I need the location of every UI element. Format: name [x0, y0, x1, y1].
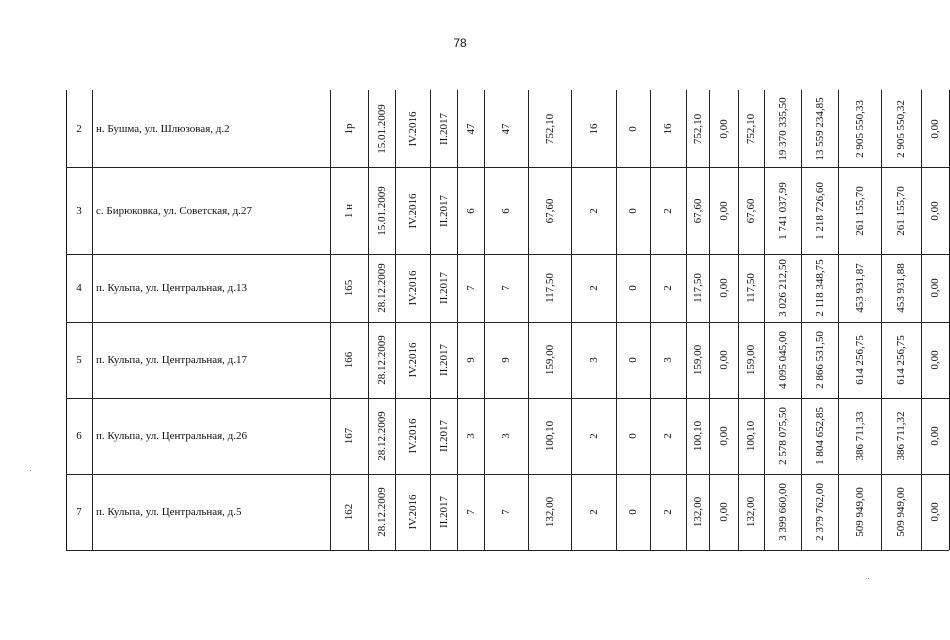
cell-total: 3 026 212,50 — [776, 259, 789, 317]
cell-c8: 0,00 — [717, 350, 730, 370]
cell-area: 159,00 — [543, 344, 556, 376]
cell-area2: 117,50 — [691, 273, 704, 303]
cell-c4: 2 — [587, 433, 600, 439]
cell-date: 28.12.2009 — [375, 411, 388, 461]
cell-area: 100,10 — [543, 420, 556, 452]
cell-plan_end: II.2017 — [437, 271, 450, 305]
cell-area2: 67,60 — [691, 198, 704, 223]
cell-s3: 261 155,70 — [895, 185, 907, 236]
cell-date: 15.01.2009 — [375, 185, 388, 236]
cell-s1: 13 559 234,85 — [813, 96, 826, 161]
cell-area2: 132,00 — [691, 496, 704, 528]
cell-c6: 2 — [662, 433, 674, 439]
cell-c6: 2 — [662, 509, 674, 515]
cell-plan_start: IV.2016 — [406, 193, 419, 228]
cell-area2: 752,10 — [691, 113, 704, 144]
cell-c2: 47 — [500, 123, 512, 134]
cell-c8: 0,00 — [717, 200, 730, 221]
cell-c5: 0 — [627, 433, 639, 439]
cell-s2: 614 256,75 — [853, 335, 866, 385]
cell-s1: 1 804 652,85 — [813, 407, 826, 465]
cell-c6: 16 — [662, 123, 674, 134]
cell-date: 15.01.2009 — [375, 103, 388, 154]
cell-c1: 9 — [464, 357, 477, 363]
cell-area3: 132,00 — [745, 496, 757, 528]
cell-last: 0,00 — [929, 278, 941, 298]
cell-s3: 453 931,88 — [895, 263, 907, 313]
cell-c8: 0,00 — [717, 426, 730, 446]
cell-s3: 386 711,32 — [895, 411, 907, 461]
cell-last: 0,00 — [929, 426, 941, 446]
cell-c1: 47 — [464, 123, 477, 134]
cell-s3: 2 905 550,32 — [895, 99, 907, 158]
cell-c5: 0 — [627, 285, 639, 291]
scan-speck — [868, 578, 869, 579]
cell-total: 2 578 075,50 — [776, 407, 789, 465]
cell-s2: 386 711,33 — [853, 411, 866, 461]
row-number: 4 — [76, 282, 82, 294]
cell-s3: 614 256,75 — [895, 335, 907, 385]
table-row — [66, 474, 949, 550]
cell-c2: 7 — [500, 509, 512, 515]
cell-total: 19 370 335,50 — [776, 96, 789, 161]
cell-c1: 3 — [464, 433, 477, 439]
cell-s2: 261 155,70 — [853, 185, 866, 236]
cell-c5: 0 — [627, 357, 639, 363]
cell-date: 28.12.2009 — [375, 487, 388, 537]
cell-c5: 0 — [627, 207, 639, 214]
table-row — [66, 322, 949, 398]
cell-s2: 2 905 550,33 — [853, 99, 866, 158]
cell-c8: 0,00 — [717, 118, 730, 139]
cell-date: 28.12.2009 — [375, 263, 388, 313]
page-number: 78 — [453, 36, 467, 50]
cell-code: 162 — [343, 503, 355, 521]
cell-date: 28.12.2009 — [375, 335, 388, 385]
cell-plan_end: II.2017 — [437, 112, 450, 145]
cell-plan_start: IV.2016 — [406, 270, 419, 306]
cell-s1: 2 118 348,75 — [813, 259, 826, 317]
cell-c4: 2 — [587, 207, 600, 214]
cell-total: 4 095 045,00 — [776, 331, 789, 389]
cell-plan_start: IV.2016 — [406, 342, 419, 378]
row-number: 7 — [76, 506, 82, 518]
cell-c1: 7 — [464, 285, 477, 291]
scan-speck — [30, 470, 31, 471]
cell-area3: 159,00 — [745, 344, 757, 376]
table-row — [66, 254, 949, 322]
cell-c2: 6 — [500, 207, 512, 214]
cell-c1: 6 — [464, 207, 477, 214]
cell-c4: 16 — [587, 123, 600, 134]
cell-s2: 509 949,00 — [853, 487, 866, 537]
scan-speck — [865, 300, 866, 301]
cell-area: 752,10 — [543, 113, 556, 144]
cell-c2: 9 — [500, 357, 512, 363]
cell-area: 67,60 — [543, 198, 556, 223]
table-row — [66, 90, 949, 167]
cell-code: 165 — [343, 279, 355, 297]
cell-s3: 509 949,00 — [895, 487, 907, 537]
row-number: 5 — [76, 354, 82, 366]
cell-area2: 100,10 — [691, 420, 704, 452]
cell-last: 0,00 — [929, 200, 941, 221]
cell-c5: 0 — [627, 509, 639, 515]
cell-area3: 117,50 — [745, 273, 757, 303]
cell-total: 3 399 660,00 — [776, 483, 789, 541]
address-cell: н. Бушма, ул. Шлюзовая, д.2 — [96, 122, 230, 135]
cell-c1: 7 — [464, 509, 477, 515]
cell-last: 0,00 — [929, 502, 941, 522]
cell-c5: 0 — [627, 125, 639, 132]
cell-c8: 0,00 — [717, 278, 730, 298]
address-cell: с. Бирюковка, ул. Советская, д.27 — [96, 204, 252, 217]
table-row — [66, 167, 949, 254]
cell-plan_start: IV.2016 — [406, 111, 419, 146]
address-cell: п. Кульпа, ул. Центральная, д.26 — [96, 430, 248, 442]
cell-c2: 3 — [500, 433, 512, 439]
cell-code: 1 н — [343, 203, 355, 218]
cell-area: 132,00 — [543, 496, 556, 528]
address-cell: п. Кульпа, ул. Центральная, д.17 — [96, 354, 248, 366]
cell-c8: 0,00 — [717, 502, 730, 522]
row-number: 3 — [76, 204, 82, 217]
cell-last: 0,00 — [929, 118, 941, 139]
cell-plan_end: II.2017 — [437, 419, 450, 453]
row-number: 6 — [76, 430, 82, 442]
cell-s1: 1 218 726,60 — [813, 181, 826, 240]
cell-plan_end: II.2017 — [437, 343, 450, 377]
cell-c6: 2 — [662, 207, 674, 214]
cell-area2: 159,00 — [691, 344, 704, 376]
cell-c4: 3 — [587, 357, 600, 363]
cell-c4: 2 — [587, 285, 600, 291]
cell-s1: 2 379 762,00 — [813, 483, 826, 541]
cell-area3: 67,60 — [745, 198, 757, 223]
cell-area3: 100,10 — [745, 420, 757, 452]
table-hline — [66, 550, 949, 551]
cell-s1: 2 866 531,50 — [813, 331, 826, 389]
cell-c6: 3 — [662, 357, 674, 363]
cell-area3: 752,10 — [745, 113, 757, 144]
cell-last: 0,00 — [929, 350, 941, 370]
cell-code: 166 — [343, 351, 355, 369]
cell-area: 117,50 — [543, 273, 556, 303]
cell-plan_start: IV.2016 — [406, 494, 419, 530]
cell-plan_end: II.2017 — [437, 194, 450, 227]
cell-c6: 2 — [662, 285, 674, 291]
cell-s2: 453 931,87 — [853, 263, 866, 313]
cell-code: 1р — [343, 123, 355, 134]
address-cell: п. Кульпа, ул. Центральная, д.5 — [96, 506, 242, 518]
address-cell: п. Кульпа, ул. Центральная, д.13 — [96, 282, 248, 294]
row-number: 2 — [76, 122, 82, 135]
table-row — [66, 398, 949, 474]
cell-plan_end: II.2017 — [437, 495, 450, 529]
cell-code: 167 — [343, 427, 355, 445]
cell-c4: 2 — [587, 509, 600, 515]
cell-plan_start: IV.2016 — [406, 418, 419, 454]
cell-c2: 7 — [500, 285, 512, 291]
cell-total: 1 741 037,99 — [776, 181, 789, 240]
